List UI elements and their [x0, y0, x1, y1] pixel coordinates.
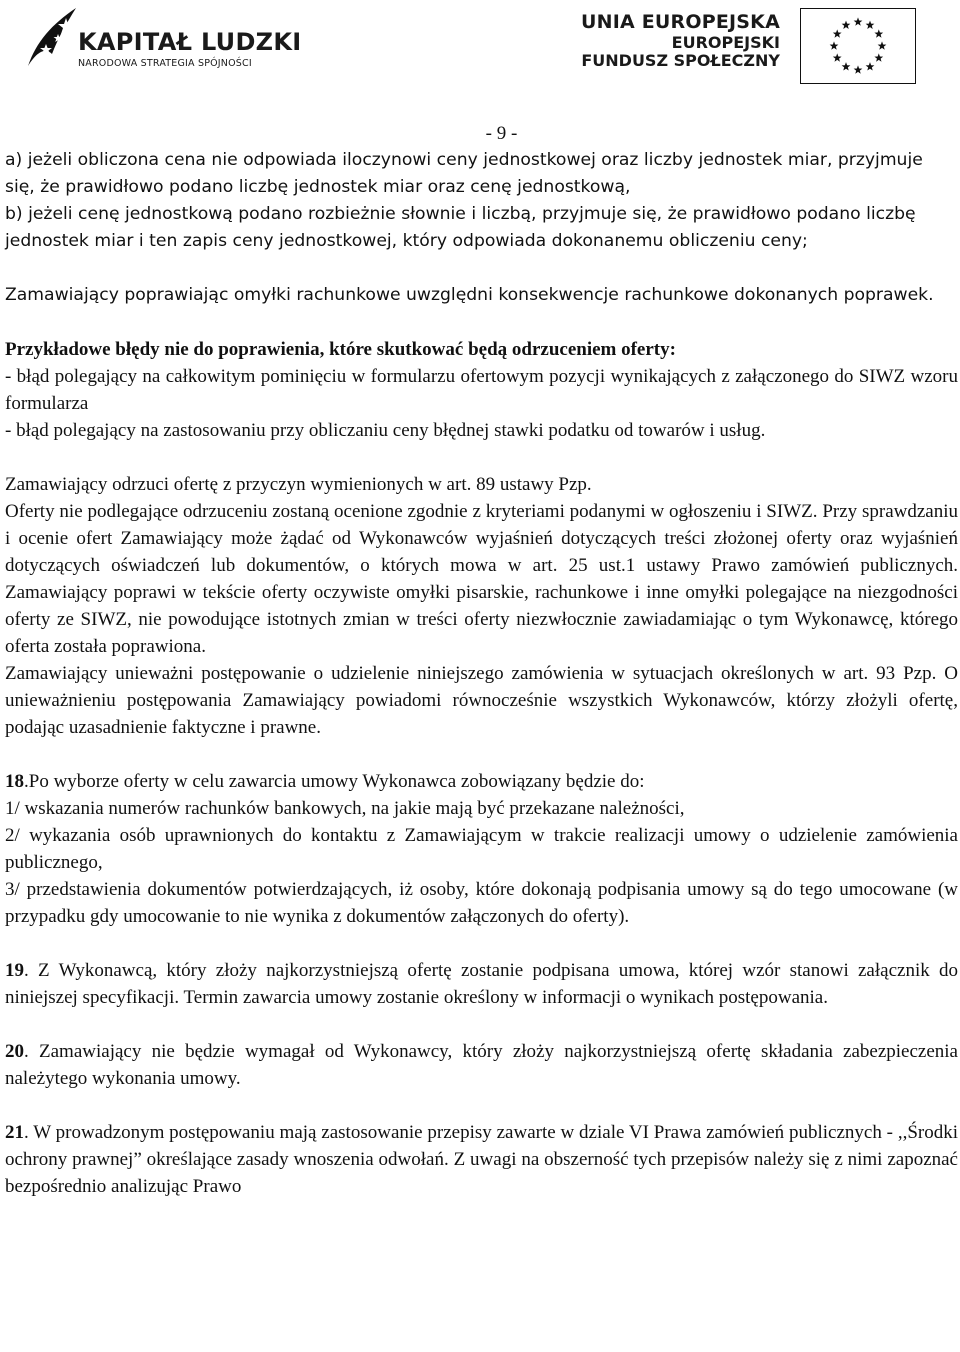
- section-19-number: 19: [5, 960, 24, 981]
- paragraph-a: a) jeżeli obliczona cena nie odpowiada iloczynowi ceny jednostkowej oraz liczby jednostek miar, przyjmuje się, że prawidłowo podano liczbę jednostek miar oraz cenę jednostkową,: [5, 150, 923, 197]
- section-18-item-2: 2/ wykazania osób uprawnionych do kontaktu z Zamawiającym w trakcie realizacji umowy o udzielenie zamówienia publicznego,: [5, 825, 958, 873]
- page-number: - 9 -: [485, 123, 518, 144]
- eu-line-3: FUNDUSZ SPOŁECZNY: [581, 51, 780, 71]
- section-18-item-3: 3/ przedstawienia dokumentów potwierdzających, iż osoby, które dokonają podpisania umowy są do tego umocowane (w przypadku gdy umocowanie to nie wynika z dokumentów załączonych do oferty).: [5, 879, 958, 927]
- evaluation-paragraph: Oferty nie podlegające odrzuceniu zostaną ocenione zgodnie z kryteriami podanymi w ogłoszeniu i SIWZ. Przy sprawdzaniu i ocenie ofert Zamawiający może żądać od Wykonawców wyjaśnień dotyczących treści złożonej oferty oraz wyjaśnień dotyczących oświadczeń lub dokumentów, o których mowa w art. 25 ust.1 ustawy Prawo zamówień publicznych. Zamawiający poprawi w tekście oferty oczywiste omyłki pisarskie, rachunkowe i inne omyłki polegające na niezgodności oferty ze SIWZ, nie powodujące istotnych zmian w treści oferty niezwłocznie zawiadamiając o tym Wykonawcę, którego oferta została poprawiona.: [5, 501, 958, 657]
- section-21-text: . W prowadzonym postępowaniu mają zastosowanie przepisy zawarte w dziale VI Prawa zamówień publicznych - ,,Środki ochrony prawnej” określające zasady wnoszenia odwołań. Z uwagi na obszerność tych przepisów należy się z nimi zapoznać bezpośrednio analizując Prawo: [5, 1122, 958, 1197]
- section-18-intro: [5, 768, 958, 795]
- section-20-number: 20: [5, 1041, 24, 1062]
- kapital-ludzki-title: KAPITAŁ LUDZKI: [78, 28, 302, 56]
- errors-heading: [5, 336, 958, 363]
- kapital-ludzki-subtitle: NARODOWA STRATEGIA SPÓJNOŚCI: [78, 58, 252, 69]
- cancel-paragraph: Zamawiający unieważni postępowanie o udzielenie niniejszego zamówienia w sytuacjach określonych w art. 93 Pzp. O unieważnieniu postępowania Zamawiający powiadomi równocześnie wszystkich Wykonawców, którzy złożyli ofertę, podając uzasadnienie faktyczne i prawne.: [5, 663, 958, 738]
- error-item-1: - błąd polegający na całkowitym pominięciu w formularzu ofertowym pozycji wynikających z załączonego do SIWZ wzoru formularza: [5, 366, 958, 414]
- errors-heading-text: Przykładowe błędy nie do poprawienia, które skutkować będą odrzuceniem oferty:: [5, 339, 676, 360]
- section-21: [5, 1119, 958, 1200]
- section-18-item-1: 1/ wskazania numerów rachunków bankowych, na jakie mają być przekazane należności,: [5, 798, 685, 819]
- kapital-ludzki-emblem-icon: [22, 4, 82, 74]
- document-body: [5, 120, 958, 1200]
- kapital-ludzki-logo: [22, 4, 322, 84]
- paragraph-omylki: Zamawiający poprawiając omyłki rachunkowe uwzględni konsekwencje rachunkowe dokonanych poprawek.: [5, 285, 934, 305]
- reject-line: Zamawiający odrzuci ofertę z przyczyn wymienionych w art. 89 ustawy Pzp.: [5, 474, 592, 495]
- section-20: [5, 1038, 958, 1092]
- eu-line-2: EUROPEJSKI: [671, 32, 780, 52]
- section-21-number: 21: [5, 1122, 24, 1143]
- error-item-2: - błąd polegający na zastosowaniu przy obliczaniu ceny błędnej stawki podatku od towarów i usług.: [5, 420, 766, 441]
- section-19-text: . Z Wykonawcą, który złoży najkorzystniejszą ofertę zostanie podpisana umowa, której wzór stanowi załącznik do niniejszej specyfikacji. Termin zawarcia umowy zostanie określony w informacji o wynikach postępowania.: [5, 960, 958, 1008]
- eu-logo-text: [581, 12, 780, 71]
- eu-line-1: UNIA EUROPEJSKA: [581, 11, 780, 33]
- section-18-intro-text: .Po wyborze oferty w celu zawarcia umowy Wykonawca zobowiązany będzie do:: [24, 771, 645, 792]
- section-19: [5, 957, 958, 1011]
- paragraph-b: b) jeżeli cenę jednostkową podano rozbieżnie słownie i liczbą, przyjmuje się, że prawidłowo podano liczbę jednostek miar i ten zapis ceny jednostkowej, który odpowiada dokonanemu obliczeniu ceny;: [5, 204, 916, 251]
- section-18-number: 18: [5, 771, 24, 792]
- eu-flag-icon: [800, 8, 916, 84]
- page-header: [0, 0, 960, 90]
- section-20-text: . Zamawiający nie będzie wymagał od Wykonawcy, który złoży najkorzystniejszą ofertę składania zabezpieczenia należytego wykonania umowy.: [5, 1041, 958, 1089]
